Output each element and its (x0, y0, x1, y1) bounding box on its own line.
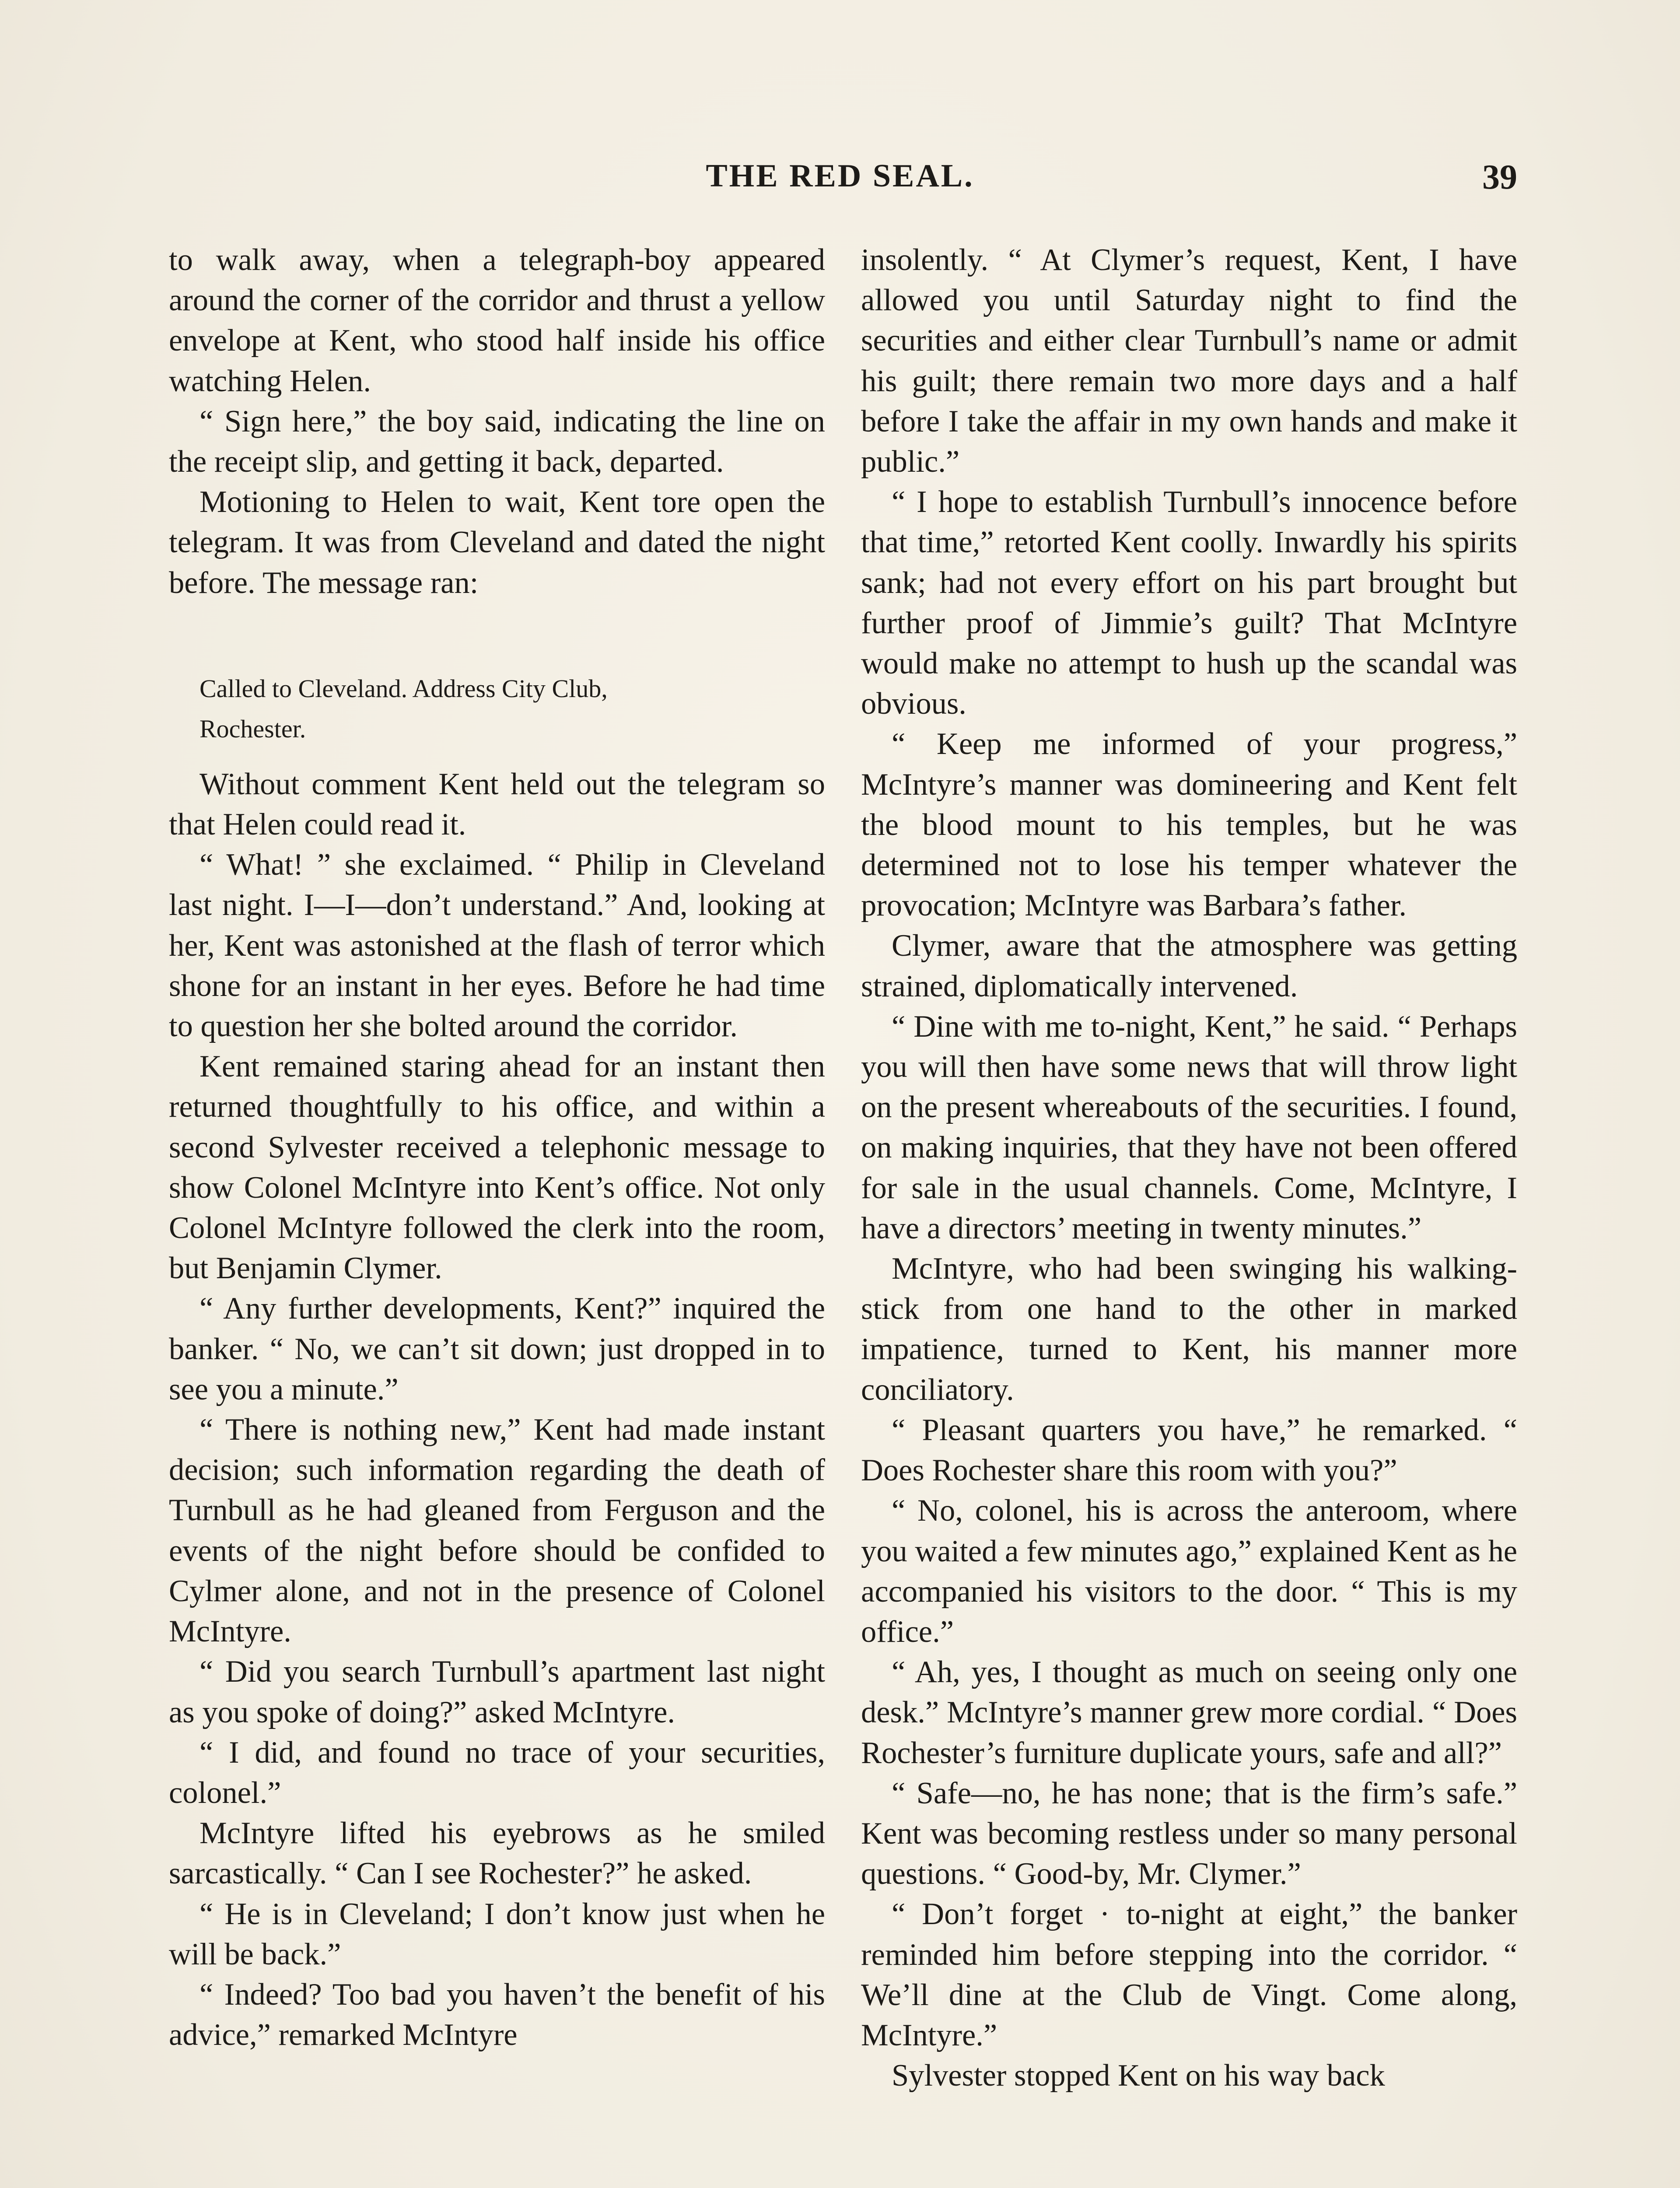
paragraph: Motioning to Helen to wait, Kent tore open the telegram. It was from Cleveland and dated the night before. The message ran: (169, 485, 825, 600)
telegram-line: Rochester. (200, 714, 306, 743)
paragraph: “ No, colonel, his is across the anteroom, where you waited a few minutes ago,” explained Kent as he accompanied his visitors to the door. “ This is my office.” (861, 1494, 1517, 1649)
telegram-quote (169, 669, 825, 749)
paragraph: “ Dine with me to-night, Kent,” he said. “ Perhaps you will then have some news that will throw light on the present whereabouts of the securities. I found, on making inquiries, that they have not been offered for sale in the usual channels. Come, McIntyre, I have a directors’ meeting in twenty minutes.” (861, 1009, 1517, 1245)
paragraph: “ He is in Cleveland; I don’t know just when he will be back.” (169, 1897, 825, 1971)
paragraph: McIntyre lifted his eyebrows as he smiled sarcastically. “ Can I see Rochester?” he asked. (169, 1816, 825, 1891)
paragraph: Without comment Kent held out the telegram so that Helen could read it. (169, 767, 825, 842)
paragraph: “ Sign here,” the boy said, indicating the line on the receipt slip, and getting it back, departed. (169, 404, 825, 479)
paragraph: Clymer, aware that the atmosphere was getting strained, diplomatically intervened. (861, 929, 1517, 1003)
paragraph: “ I hope to establish Turnbull’s innocence before that time,” retorted Kent coolly. Inwardly his spirits sank; had not every effort on his part brought but further proof of Jimmie’s guilt? That McIntyre would make no attempt to hush up the scandal was obvious. (861, 485, 1517, 721)
paragraph: “ Pleasant quarters you have,” he remarked. “ Does Rochester share this room with you?” (861, 1413, 1517, 1488)
paragraph: insolently. “ At Clymer’s request, Kent, I have allowed you until Saturday night to find the securities and either clear Turnbull’s name or admit his guilt; there remain two more days and a half before I take the affair in my own hands and make it public.” (861, 243, 1517, 479)
left-text-column (169, 240, 825, 2055)
paragraph: to walk away, when a telegraph-boy appeared around the corner of the corridor and thrust a yellow envelope at Kent, who stood half inside his office watching Helen. (169, 243, 825, 398)
paragraph: “ Any further developments, Kent?” inquired the banker. “ No, we can’t sit down; just dropped in to see you a minute.” (169, 1291, 825, 1406)
telegram-line: Called to Cleveland. Address City Club, (200, 674, 608, 703)
page-number: 39 (1482, 158, 1517, 196)
paragraph: “ Keep me informed of your progress,” McIntyre’s manner was domineering and Kent felt the blood mount to his temples, but he was determined not to lose his temper whatever the provocation; McIntyre was Barbara’s father. (861, 727, 1517, 923)
right-text-column (861, 240, 1517, 2096)
paragraph: Sylvester stopped Kent on his way back (892, 2058, 1385, 2093)
paragraph: “ Indeed? Too bad you haven’t the benefit of his advice,” remarked McIntyre (169, 1977, 825, 2052)
paragraph: McIntyre, who had been swinging his walking-stick from one hand to the other in marked impatience, turned to Kent, his manner more conciliatory. (861, 1252, 1517, 1407)
paragraph: “ Don’t forget · to-night at eight,” the banker reminded him before stepping into the corridor. “ We’ll dine at the Club de Vingt. Come along, McIntyre.” (861, 1897, 1517, 2052)
paragraph: “ Did you search Turnbull’s apartment last night as you spoke of doing?” asked McIntyre. (169, 1655, 825, 1729)
paragraph: “ What! ” she exclaimed. “ Philip in Cleveland last night. I—I—don’t understand.” And, looking at her, Kent was astonished at the flash of terror which shone for an instant in her eyes. Before he had time to question her she bolted around the corridor. (169, 848, 825, 1044)
page-header (0, 158, 1680, 210)
paragraph: “ I did, and found no trace of your securities, colonel.” (169, 1735, 825, 1810)
paragraph: “ Ah, yes, I thought as much on seeing only one desk.” McIntyre’s manner grew more cordial. “ Does Rochester’s furniture duplicate yours, safe and all?” (861, 1655, 1517, 1770)
paragraph: Kent remained staring ahead for an instant then returned thoughtfully to his office, and within a second Sylvester received a telephonic message to show Colonel McIntyre into Kent’s office. Not only Colonel McIntyre followed the clerk into the room, but Benjamin Clymer. (169, 1049, 825, 1286)
paragraph: “ Safe—no, he has none; that is the firm’s safe.” Kent was becoming restless under so many personal questions. “ Good-by, Mr. Clymer.” (861, 1776, 1517, 1891)
running-title: THE RED SEAL. (706, 158, 974, 194)
paragraph: “ There is nothing new,” Kent had made instant decision; such information regarding the death of Turnbull as he had gleaned from Ferguson and the events of the night before should be confided to Cylmer alone, and not in the presence of Colonel McIntyre. (169, 1413, 825, 1649)
